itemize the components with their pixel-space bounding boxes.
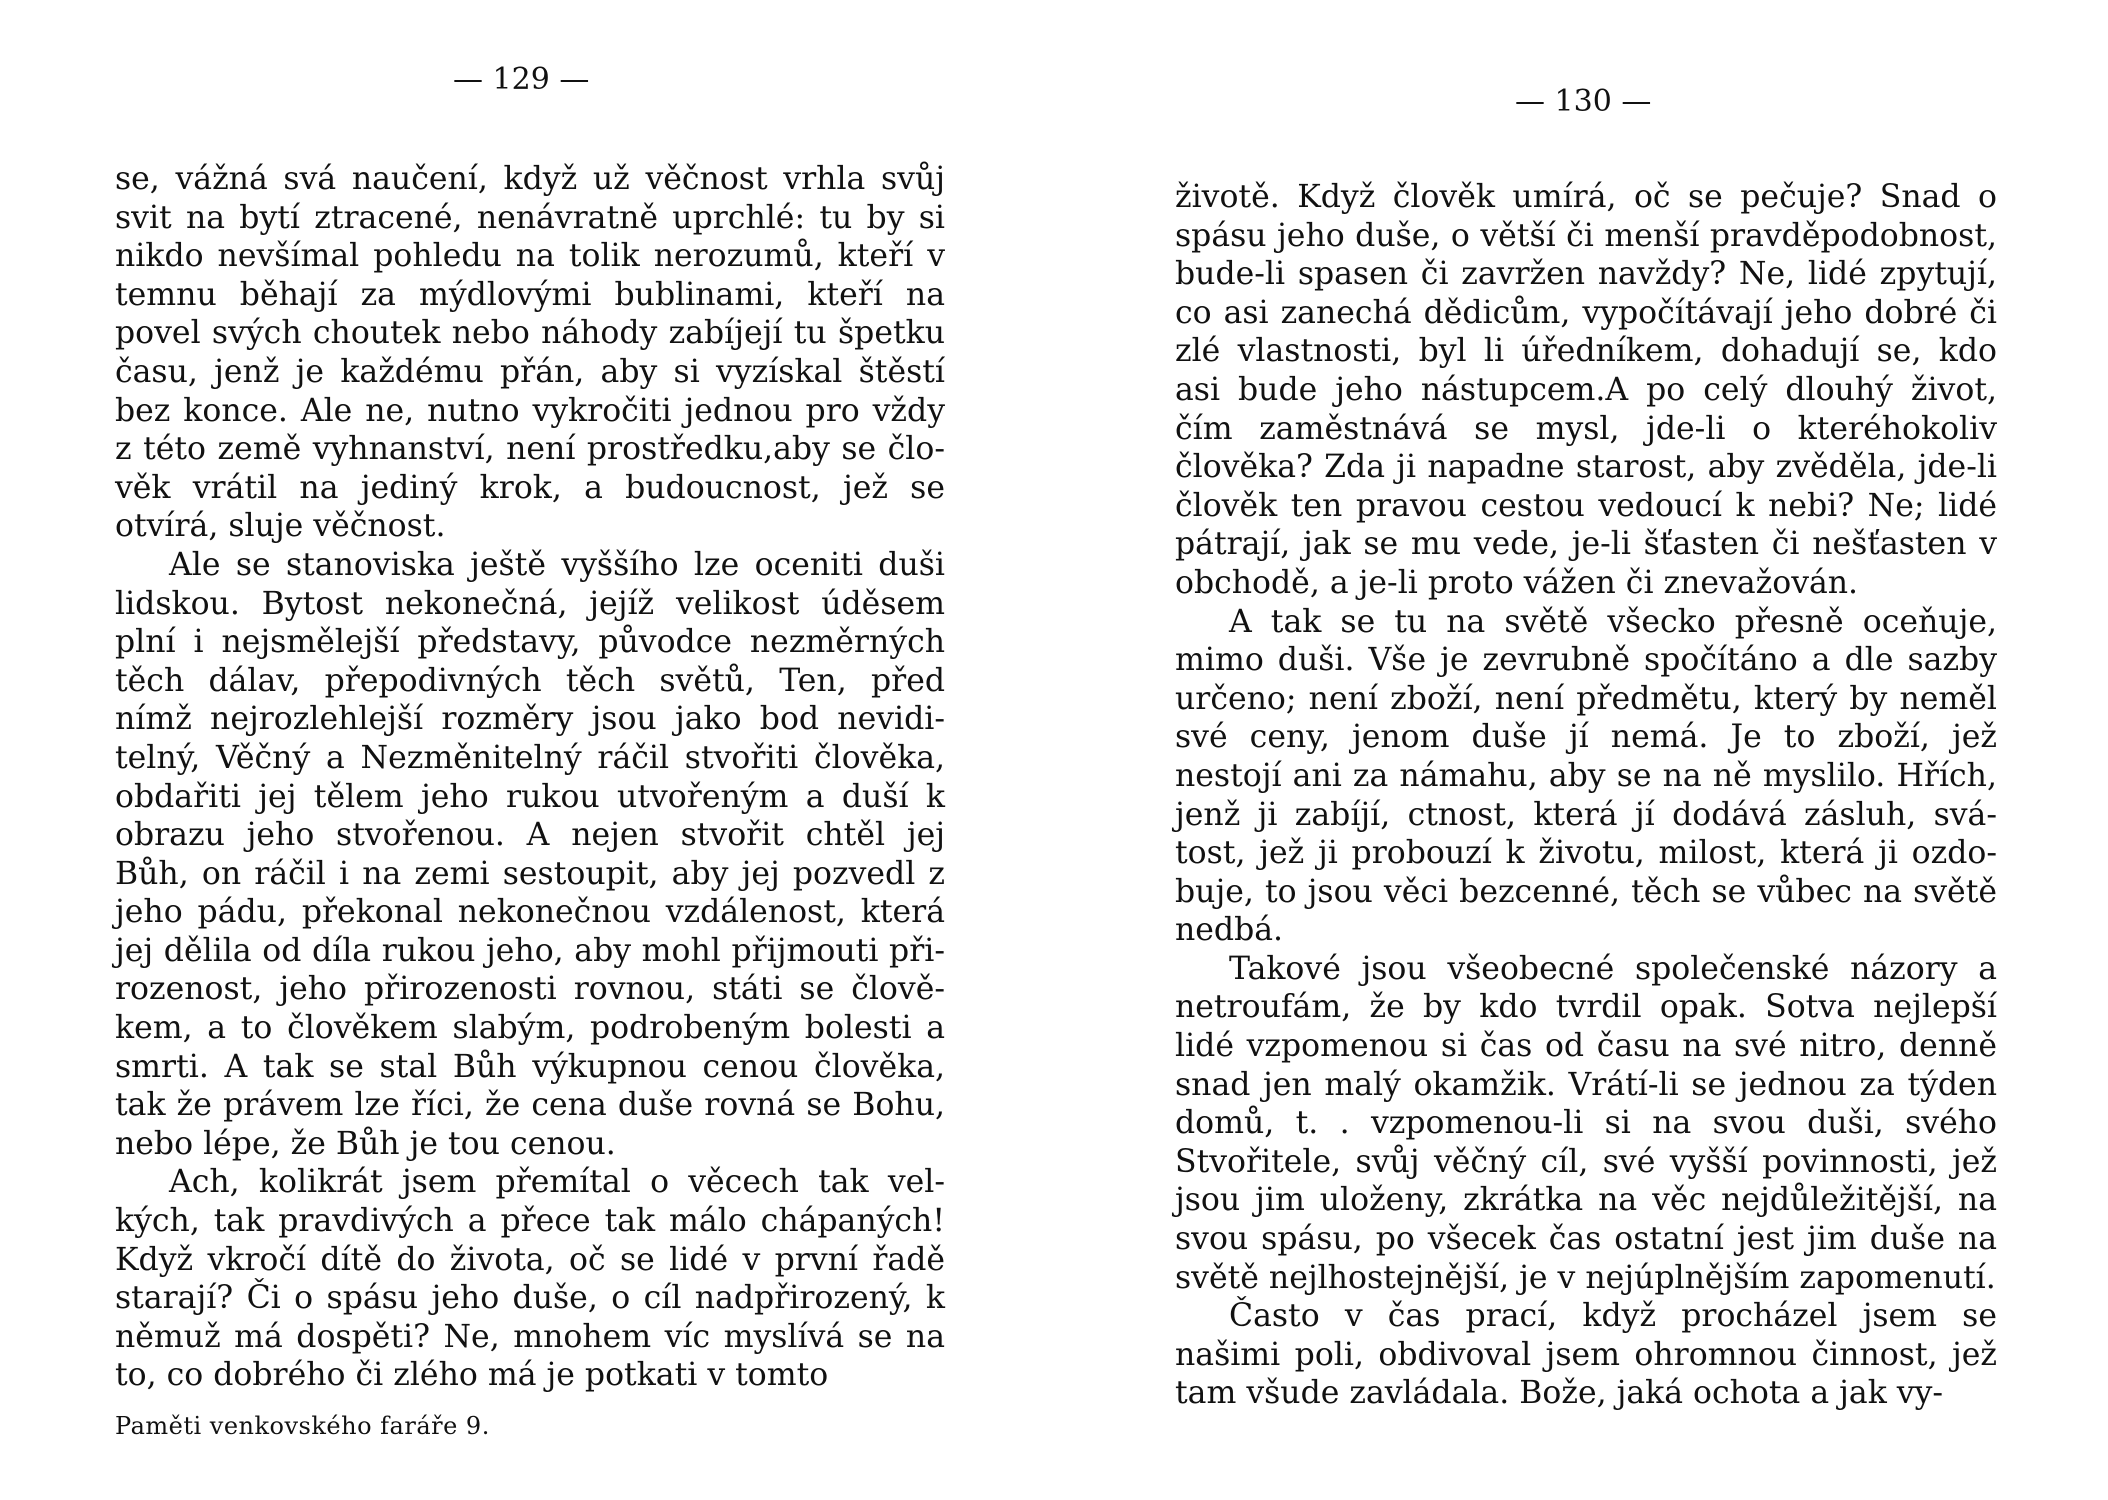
paragraph: Ale se stanoviska ještě vyššího lze oceniti duši lidskou. Bytost nekonečná, jejíž velikost úděsem plní i nejsmělejší představy, původce nezměrných těch dálav, přepodivných těch světů, Ten, před nímž nejrozlehlejší rozměry jsou jako bod neviditelný, Věčný a Nezměnitelný ráčil stvořiti člověka, obdařiti jej tělem jeho rukou utvořeným a duší k obrazu jeho stvořenou. A nejen stvořit chtěl jej Bůh, on ráčil i na zemi sestoupit, aby jej pozvedl z jeho pádu, překonal nekonečnou vzdálenost, která jej dělila od díla rukou jeho, aby mohl přijmouti přirozenost, jeho přirozenosti rovnou, státi se člověkem, a to člověkem slabým, podrobeným bolesti a smrti. A tak se stal Bůh výkupnou cenou člověka, tak že právem lze říci, že cena duše rovná se Bohu, nebo lépe, že Bůh je tou cenou. — [115, 546, 945, 1162]
paragraph: Takové jsou všeobecné společenské názory a netroufám, že by kdo tvrdil opak. Sotva nejlepší lidé vzpomenou si čas od času na své nitro, denně snad jen malý okamžik. Vrátí-li se jednou za týden domů, t. . vzpomenou-li si na svou duši, svého Stvořitele, svůj věčný cíl, své vyšší povinnosti, jež jsou jim uloženy, zkrátka na věc nejdůležitější, na svou spásu, po všecek čas ostatní jest jim duše na světě nejlhostejnější, je v nejúplnějším zapomenutí. — [1175, 950, 1997, 1296]
paragraph: A tak se tu na světě všecko přesně oceňuje, mimo duši. Vše je zevrubně spočítáno a dle sazby určeno; není zboží, není předmětu, který by neměl své ceny, jenom duše jí nemá. Je to zboží, jež nestojí ani za námahu, aby se na ně myslilo. Hřích, jenž ji zabíjí, ctnost, která jí dodává zásluh, svátost, jež ji probouzí k životu, milost, která ji ozdobuje, to jsou věci bezcenné, těch se vůbec na světě nedbá. — [1175, 603, 1997, 949]
paragraph: Ach, kolikrát jsem přemítal o věcech tak velkých, tak pravdivých a přece tak málo chápaných! Když vkročí dítě do života, oč se lidé v první řadě starají? Či o spásu jeho duše, o cíl nadpřirozený, k němuž má dospěti? Ne, mnohem víc myslívá se na to, co dobrého či zlého má je potkati v tomto — [115, 1164, 945, 1394]
left-page-text — [115, 160, 945, 1395]
paragraph: Často v čas prací, když procházel jsem se našimi poli, obdivoval jsem ohromnou činnost, jež tam všude zavládala. Bože, jaká ochota a jak vy- — [1175, 1298, 1997, 1412]
right-page — [1175, 0, 1997, 1500]
left-page — [115, 0, 945, 1500]
signature-footer: Paměti venkovského faráře 9. — [115, 1412, 490, 1440]
paragraph: životě. Když člověk umírá, oč se pečuje? Snad o spásu jeho duše, o větší či menší pravděpodobnost, bude-li spasen či zavržen navždy? Ne, lidé zpytují, co asi zanechá dědicům, vypočítávají jeho dobré či zlé vlastnosti, byl li úředníkem, dohadují se, kdo asi bude jeho nástupcem.A po celý dlouhý život, čím zaměstnává se mysl, jde-li o kteréhokoliv člověka? Zda ji napadne starost, aby zvěděla, jde-li člověk ten pravou cestou vedoucí k nebi? Ne; lidé pátrají, jak se mu vede, je-li šťasten či nešťasten v obchodě, a je-li proto vážen či znevažován. — [1175, 179, 1997, 601]
page-number-right: — 130 — — [1515, 84, 1652, 119]
right-page-text — [1175, 178, 1997, 1413]
paragraph: se, vážná svá naučení, když už věčnost vrhla svůj svit na bytí ztracené, nenávratně uprchlé: tu by si nikdo nevšímal pohledu na tolik nerozumů, kteří v temnu běhají za mýdlovými bublinami, kteří na povel svých choutek nebo náhody zabíjejí tu špetku času, jenž je každému přán, aby si vyzískal štěstí bez konce. Ale ne, nutno vykročiti jednou pro vždy z této země vyhnanství, není prostředku,aby se člověk vrátil na jediný krok, a budoucnost, jež se otvírá, sluje věčnost. — [115, 161, 945, 545]
page-number-left: — 129 — — [453, 62, 590, 97]
